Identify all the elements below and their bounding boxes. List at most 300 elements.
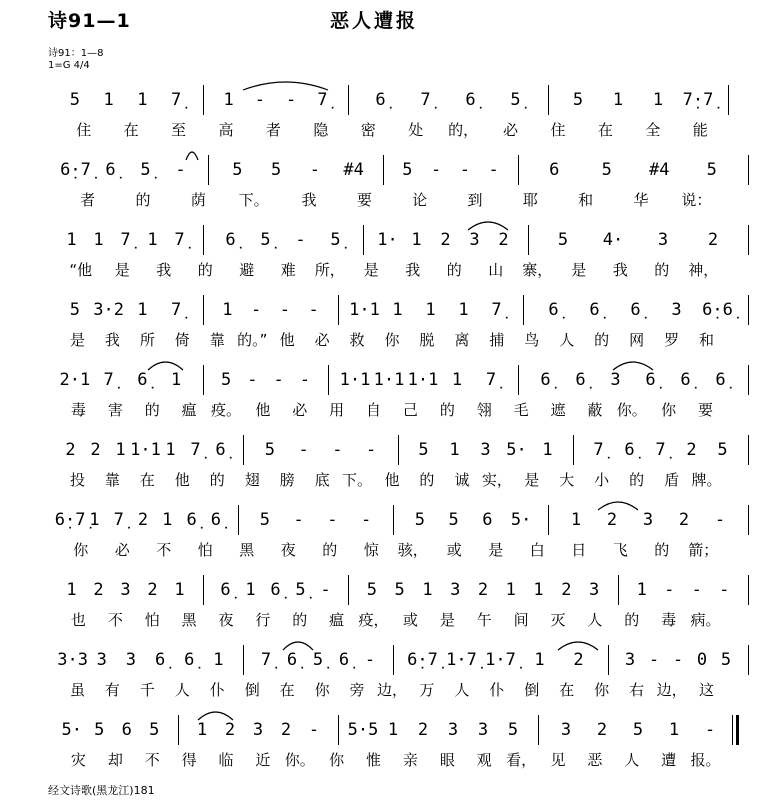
note: 5 bbox=[69, 300, 80, 320]
note: 5 bbox=[572, 90, 584, 110]
lyric-syllable: 这 bbox=[699, 681, 715, 699]
lyric-syllable: 是 bbox=[69, 331, 85, 349]
lyric-syllable: 惟 bbox=[366, 751, 382, 769]
note: - bbox=[664, 580, 675, 600]
lyric-syllable: 网 bbox=[629, 331, 645, 349]
scripture-reference: 诗91：1—8 bbox=[48, 48, 104, 59]
note: 5 bbox=[632, 720, 644, 740]
note: 1 bbox=[505, 580, 516, 600]
note: 2 bbox=[707, 230, 719, 250]
note: - bbox=[431, 160, 442, 180]
note: 1 bbox=[392, 300, 403, 320]
slur-layer bbox=[48, 352, 748, 424]
lyric-syllable: 能 bbox=[692, 121, 708, 139]
lyric-syllable: 害 bbox=[107, 401, 123, 419]
barline bbox=[748, 645, 749, 675]
note: 1 bbox=[147, 230, 158, 250]
note: 3 bbox=[610, 370, 621, 390]
lyric-line bbox=[48, 330, 748, 350]
lyric-syllable: 是 bbox=[114, 261, 130, 279]
note: - bbox=[279, 300, 290, 320]
lyric-syllable: 白 bbox=[529, 541, 545, 559]
lyric-syllable: 住 bbox=[76, 121, 92, 139]
note: 5 bbox=[557, 230, 569, 250]
lyric-syllable: 我 bbox=[301, 191, 317, 209]
lyric-syllable: 仆 bbox=[209, 681, 225, 699]
note: 2 bbox=[417, 720, 429, 740]
lyric-syllable: 万 bbox=[419, 681, 435, 699]
note: 1 bbox=[165, 440, 176, 460]
note: 1 bbox=[636, 580, 647, 600]
lyric-syllable: 华 bbox=[633, 191, 649, 209]
note: 5̣ bbox=[140, 160, 151, 180]
note: 6̣ bbox=[680, 370, 691, 390]
lyric-syllable: 救 bbox=[349, 331, 365, 349]
slur-layer bbox=[48, 702, 748, 774]
score-row bbox=[48, 352, 748, 424]
lyric-syllable: 己 bbox=[402, 401, 418, 419]
barline bbox=[748, 435, 749, 465]
lyric-syllable: 我 bbox=[104, 331, 120, 349]
lyric-syllable: 人 bbox=[174, 681, 190, 699]
note: 1 bbox=[612, 90, 624, 110]
note: 2 bbox=[686, 440, 697, 460]
lyric-syllable: 你 bbox=[661, 401, 677, 419]
note: 6̣·7̣ bbox=[54, 510, 86, 530]
lyric-syllable: 骇， bbox=[397, 541, 428, 559]
note: 3 bbox=[480, 440, 491, 460]
note: 3 bbox=[642, 510, 654, 530]
note: 3 bbox=[477, 720, 489, 740]
lyric-syllable: 病。 bbox=[690, 611, 721, 629]
barline bbox=[748, 225, 749, 255]
lyric-syllable: 灾 bbox=[70, 751, 86, 769]
note: 2 bbox=[137, 510, 149, 530]
note: 2 bbox=[224, 720, 236, 740]
lyric-syllable: 黑 bbox=[239, 541, 255, 559]
note: 7̣ bbox=[190, 440, 201, 460]
note: 7̣ bbox=[420, 90, 431, 110]
score-row bbox=[48, 632, 748, 704]
note: 6̣ bbox=[589, 300, 600, 320]
lyric-line bbox=[48, 610, 748, 630]
note: 3 bbox=[125, 650, 137, 670]
lyric-syllable: 的 bbox=[197, 261, 213, 279]
note: #4 bbox=[343, 160, 364, 180]
note: 5 bbox=[394, 580, 405, 600]
note: 1 bbox=[652, 90, 664, 110]
lyric-syllable: 自 bbox=[366, 401, 382, 419]
note: 3 bbox=[657, 230, 669, 250]
score-row bbox=[48, 72, 748, 144]
lyric-syllable: 山 bbox=[488, 261, 504, 279]
note: 1 bbox=[66, 580, 77, 600]
slur bbox=[558, 642, 598, 650]
note: 5̣ bbox=[330, 230, 341, 250]
lyric-syllable: 盾 bbox=[664, 471, 680, 489]
note: 1 bbox=[89, 510, 100, 530]
note: 6̣ bbox=[540, 370, 551, 390]
note: 5 bbox=[507, 720, 519, 740]
lyric-syllable: 捕 bbox=[489, 331, 505, 349]
note: 1·1 bbox=[373, 370, 405, 390]
lyric-syllable: 投 bbox=[69, 471, 85, 489]
note: 1 bbox=[137, 90, 148, 110]
lyric-syllable: 到 bbox=[467, 191, 483, 209]
note: 6̣ bbox=[184, 650, 195, 670]
note: 5 bbox=[232, 160, 243, 180]
hymn-title: 恶人遭报 bbox=[330, 10, 419, 32]
lyric-syllable: 箭； bbox=[688, 541, 719, 559]
note: 1 bbox=[103, 90, 114, 110]
lyric-syllable: 你。 bbox=[284, 751, 315, 769]
lyric-syllable: 瘟 bbox=[329, 611, 345, 629]
lyric-syllable: 的。” bbox=[237, 331, 268, 349]
note: - bbox=[293, 510, 304, 530]
notation-line bbox=[48, 440, 748, 460]
barline bbox=[348, 575, 349, 605]
lyric-syllable: 高 bbox=[218, 121, 234, 139]
note: 6̣ bbox=[105, 160, 116, 180]
slur bbox=[598, 502, 638, 510]
lyric-syllable: 观 bbox=[476, 751, 492, 769]
notation-line bbox=[48, 580, 748, 600]
note: 1 bbox=[425, 300, 436, 320]
lyric-syllable: 寨， bbox=[522, 261, 553, 279]
note: 5 bbox=[264, 440, 275, 460]
lyric-syllable: 的， bbox=[448, 121, 479, 139]
note: 1·1 bbox=[339, 370, 371, 390]
lyric-syllable: 翅 bbox=[244, 471, 260, 489]
lyric-syllable: 你。 bbox=[616, 401, 647, 419]
lyric-syllable: 不 bbox=[156, 541, 172, 559]
lyric-syllable: 人 bbox=[454, 681, 470, 699]
note: 7̣ bbox=[113, 510, 124, 530]
lyric-syllable: 全 bbox=[645, 121, 661, 139]
note: 6̣ bbox=[215, 440, 226, 460]
note: 5̣ bbox=[312, 650, 324, 670]
note: 5 bbox=[259, 510, 270, 530]
note: 1 bbox=[542, 440, 553, 460]
note: 1 bbox=[162, 510, 173, 530]
lyric-syllable: 有 bbox=[104, 681, 120, 699]
lyric-syllable: 夜 bbox=[218, 611, 234, 629]
note: 1 bbox=[451, 370, 463, 390]
score-row bbox=[48, 422, 748, 494]
lyric-syllable: 行 bbox=[255, 611, 271, 629]
barline bbox=[243, 435, 244, 465]
lyric-syllable: 蔽 bbox=[587, 401, 603, 419]
lyric-syllable: 得 bbox=[181, 751, 197, 769]
lyric-syllable: 的 bbox=[419, 471, 435, 489]
barline bbox=[338, 295, 339, 325]
note: 6̣·6̣ bbox=[702, 300, 733, 320]
lyric-syllable: 必 bbox=[292, 401, 308, 419]
lyric-syllable: 的 bbox=[209, 471, 225, 489]
lyric-syllable: 处 bbox=[408, 121, 424, 139]
lyric-syllable: 罗 bbox=[664, 331, 680, 349]
note: 1 bbox=[213, 650, 224, 670]
note: 5 bbox=[271, 160, 282, 180]
note: - bbox=[286, 90, 297, 110]
lyric-syllable: 灭 bbox=[550, 611, 566, 629]
note: 1 bbox=[174, 580, 185, 600]
note: 2 bbox=[147, 580, 158, 600]
lyric-syllable: 飞 bbox=[612, 541, 628, 559]
note: 7̣ bbox=[485, 370, 497, 390]
lyric-syllable: 是 bbox=[363, 261, 379, 279]
note: 1· bbox=[377, 230, 398, 250]
lyric-syllable: 倚 bbox=[174, 331, 190, 349]
lyric-syllable: 瘟 bbox=[181, 401, 197, 419]
note: 2 bbox=[498, 230, 509, 250]
note: 5 bbox=[448, 510, 459, 530]
lyric-syllable: 也 bbox=[70, 611, 86, 629]
note: 3 bbox=[252, 720, 264, 740]
lyric-syllable: 诚 bbox=[454, 471, 470, 489]
lyric-syllable: 他 bbox=[384, 471, 400, 489]
lyric-syllable: 边， bbox=[656, 681, 687, 699]
barline bbox=[398, 435, 399, 465]
lyric-syllable: 毛 bbox=[513, 401, 529, 419]
note: 5 bbox=[414, 510, 425, 530]
note: - bbox=[273, 370, 284, 390]
lyric-syllable: 必 bbox=[503, 121, 519, 139]
note: 1 bbox=[422, 580, 433, 600]
lyric-syllable: 我 bbox=[405, 261, 421, 279]
slur bbox=[613, 362, 653, 370]
score-row bbox=[48, 142, 748, 214]
source-footer: 经文诗歌(黑龙江)181 bbox=[48, 784, 155, 797]
note: 0 bbox=[696, 650, 708, 670]
slur bbox=[243, 82, 328, 90]
note: 7̣ bbox=[171, 300, 182, 320]
note: 7̣ bbox=[120, 230, 131, 250]
note: 3·3 bbox=[57, 650, 88, 670]
note: - bbox=[361, 510, 372, 530]
note: 5 bbox=[69, 90, 80, 110]
note: 7̣ bbox=[260, 650, 272, 670]
note: - bbox=[247, 370, 258, 390]
note: 1 bbox=[93, 230, 104, 250]
lyric-syllable: 怕 bbox=[144, 611, 160, 629]
lyric-syllable: 在 bbox=[597, 121, 613, 139]
note: 5 bbox=[94, 720, 105, 740]
lyric-syllable: 遮 bbox=[550, 401, 566, 419]
note: - bbox=[714, 510, 726, 530]
lyric-syllable: 我 bbox=[156, 261, 172, 279]
lyric-syllable: 右 bbox=[629, 681, 645, 699]
note: 6̣ bbox=[630, 300, 641, 320]
note: - bbox=[295, 230, 306, 250]
lyric-syllable: 的 bbox=[144, 401, 160, 419]
lyric-syllable: 你 bbox=[73, 541, 89, 559]
note: 2 bbox=[477, 580, 489, 600]
lyric-syllable: 必 bbox=[114, 541, 130, 559]
lyric-syllable: 在 bbox=[559, 681, 575, 699]
lyric-syllable: 要 bbox=[698, 401, 714, 419]
slur-layer bbox=[48, 632, 748, 704]
lyric-syllable: 住 bbox=[550, 121, 566, 139]
lyric-syllable: 的 bbox=[439, 401, 455, 419]
note: 2 bbox=[596, 720, 608, 740]
note: 2 bbox=[606, 510, 618, 530]
note: 1 bbox=[534, 650, 545, 670]
note: - bbox=[691, 580, 702, 600]
lyric-syllable: 人 bbox=[559, 331, 575, 349]
note: - bbox=[488, 160, 499, 180]
note: 5 bbox=[149, 720, 160, 740]
note: 5 bbox=[720, 650, 732, 670]
note: 6̣ bbox=[286, 650, 298, 670]
score-row bbox=[48, 562, 748, 634]
lyric-syllable: 是 bbox=[571, 261, 587, 279]
lyric-syllable: 的 bbox=[292, 611, 308, 629]
barline bbox=[748, 155, 749, 185]
lyric-syllable: “他 bbox=[69, 261, 93, 279]
lyric-syllable: 是 bbox=[439, 611, 455, 629]
note: 1·1 bbox=[349, 300, 380, 320]
slur-layer bbox=[48, 212, 748, 284]
lyric-syllable: 你 bbox=[384, 331, 400, 349]
note: 3 bbox=[447, 720, 459, 740]
lyric-syllable: 用 bbox=[329, 401, 345, 419]
note: 1 bbox=[115, 440, 126, 460]
note: 1 bbox=[458, 300, 469, 320]
note: 5 bbox=[601, 160, 612, 180]
slur bbox=[186, 152, 198, 160]
lyric-syllable: 临 bbox=[218, 751, 234, 769]
note: 3 bbox=[120, 580, 131, 600]
lyric-syllable: 他 bbox=[279, 331, 295, 349]
note: 1 bbox=[171, 370, 182, 390]
lyric-syllable: 要 bbox=[356, 191, 372, 209]
lyric-syllable: 倒 bbox=[524, 681, 540, 699]
note: 1·1 bbox=[130, 440, 161, 460]
slur-layer bbox=[48, 142, 748, 214]
lyric-syllable: 的 bbox=[594, 331, 610, 349]
note: - bbox=[332, 440, 343, 460]
note: 6 bbox=[549, 160, 560, 180]
note: - bbox=[309, 160, 320, 180]
note: - bbox=[251, 300, 262, 320]
note: 2 bbox=[90, 440, 101, 460]
note: 6̣ bbox=[624, 440, 635, 460]
lyric-syllable: 的 bbox=[629, 471, 645, 489]
lyric-syllable: 大 bbox=[559, 471, 575, 489]
note: 7̣ bbox=[655, 440, 666, 460]
barline bbox=[203, 295, 204, 325]
lyric-syllable: 他 bbox=[174, 471, 190, 489]
note: 1 bbox=[196, 720, 208, 740]
note: 6̣ bbox=[270, 580, 281, 600]
note: 1 bbox=[66, 230, 77, 250]
note: 5 bbox=[717, 440, 728, 460]
lyric-syllable: 所 bbox=[139, 331, 155, 349]
lyric-syllable: 鸟 bbox=[524, 331, 540, 349]
note: - bbox=[648, 650, 660, 670]
lyric-syllable: 靠 bbox=[209, 331, 225, 349]
lyric-syllable: 倒 bbox=[244, 681, 260, 699]
note: 2·1 bbox=[59, 370, 91, 390]
lyric-syllable: 和 bbox=[699, 331, 715, 349]
note: 3 bbox=[624, 650, 636, 670]
note: - bbox=[175, 160, 186, 180]
note: 3 bbox=[450, 580, 461, 600]
lyric-syllable: 或 bbox=[446, 541, 462, 559]
lyric-syllable: 日 bbox=[571, 541, 587, 559]
note: 7̣ bbox=[593, 440, 604, 460]
lyric-syllable: 报。 bbox=[690, 751, 721, 769]
barline bbox=[523, 295, 524, 325]
lyric-syllable: 在 bbox=[139, 471, 155, 489]
note: 2 bbox=[65, 440, 76, 460]
note: 6̣ bbox=[375, 90, 386, 110]
notation-line bbox=[48, 300, 748, 320]
lyric-syllable: 论 bbox=[412, 191, 428, 209]
note: - bbox=[299, 370, 310, 390]
note: - bbox=[704, 720, 716, 740]
note: 5 bbox=[366, 580, 377, 600]
note: 6̣ bbox=[154, 650, 166, 670]
lyric-syllable: 耶 bbox=[522, 191, 538, 209]
lyric-syllable: 遭 bbox=[661, 751, 677, 769]
note: 6 bbox=[121, 720, 132, 740]
note: 1·1 bbox=[407, 370, 439, 390]
lyric-syllable: 的 bbox=[654, 261, 670, 279]
note: 7̣ bbox=[491, 300, 502, 320]
hymn-code: 诗91—1 bbox=[48, 10, 131, 32]
lyric-syllable: 仆 bbox=[489, 681, 505, 699]
note: 5̣ bbox=[260, 230, 271, 250]
barline bbox=[748, 295, 749, 325]
note: 5· bbox=[61, 720, 82, 740]
note: 6̣ bbox=[548, 300, 559, 320]
lyric-syllable: 说： bbox=[681, 191, 712, 209]
lyric-syllable: 避 bbox=[239, 261, 255, 279]
note: 5̣ bbox=[295, 580, 306, 600]
slur bbox=[148, 362, 183, 370]
note: 1 bbox=[668, 720, 680, 740]
note: - bbox=[308, 720, 320, 740]
lyric-syllable: 眼 bbox=[439, 751, 455, 769]
lyric-syllable: 人 bbox=[624, 751, 640, 769]
lyric-syllable: 的 bbox=[322, 541, 338, 559]
note: 1 bbox=[137, 300, 148, 320]
lyric-syllable: 的 bbox=[624, 611, 640, 629]
note: 3 bbox=[560, 720, 572, 740]
lyric-syllable: 你 bbox=[594, 681, 610, 699]
lyric-syllable: 看， bbox=[506, 751, 537, 769]
lyric-syllable: 者 bbox=[80, 191, 96, 209]
note: - bbox=[459, 160, 470, 180]
lyric-syllable: 夜 bbox=[280, 541, 296, 559]
note: 2 bbox=[573, 650, 584, 670]
lyric-syllable: 的 bbox=[135, 191, 151, 209]
note: 7̣ bbox=[317, 90, 328, 110]
lyric-syllable: 至 bbox=[171, 121, 187, 139]
lyric-syllable: 黑 bbox=[181, 611, 197, 629]
note: 5 bbox=[706, 160, 717, 180]
note: - bbox=[320, 580, 331, 600]
score-row bbox=[48, 492, 748, 564]
lyric-syllable: 毒 bbox=[661, 611, 677, 629]
lyric-syllable: 在 bbox=[279, 681, 295, 699]
note: 3·2 bbox=[93, 300, 124, 320]
lyric-syllable: 千 bbox=[139, 681, 155, 699]
lyric-syllable: 难 bbox=[280, 261, 296, 279]
lyric-syllable: 荫 bbox=[190, 191, 206, 209]
